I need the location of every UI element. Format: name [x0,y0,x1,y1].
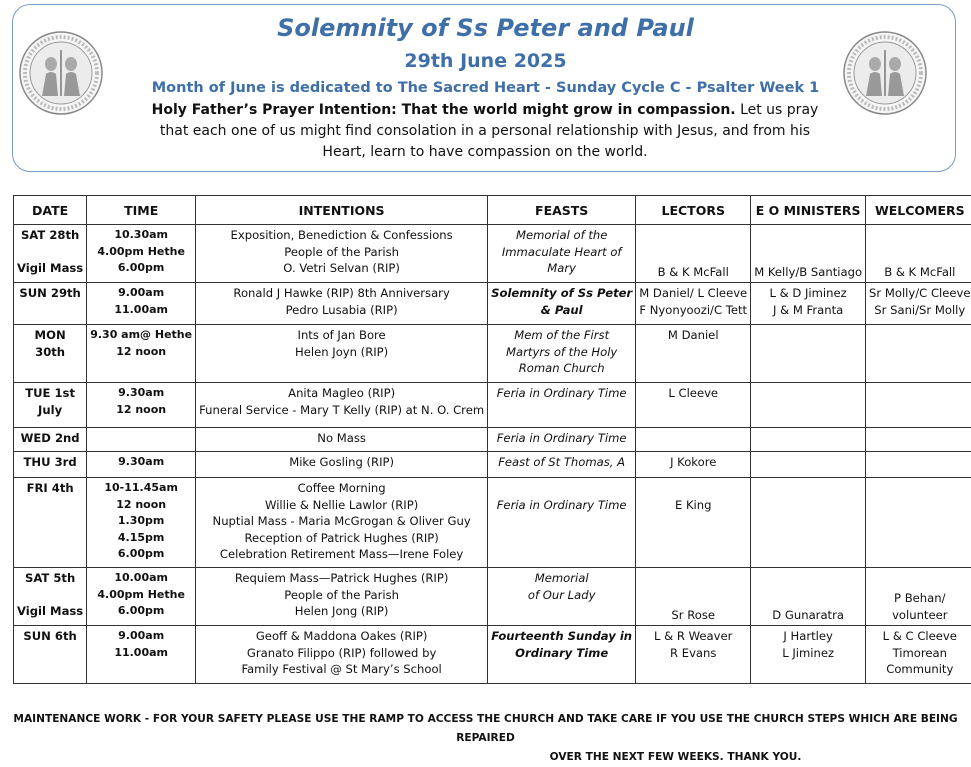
column-header: DATE [14,196,87,225]
date-cell: TUE 1st July [14,383,87,428]
feast-cell: Memorial of the Immaculate Heart of Mary [488,225,636,283]
date-cell: FRI 4th [14,478,87,568]
table-row [14,325,971,383]
column-header: TIME [87,196,196,225]
welcomers-cell: P Behan/ volunteer [866,568,971,626]
page-title: Solemnity of Ss Peter and Paul [0,14,971,42]
lectors-cell: E King [636,478,751,568]
welcomers-cell: L & C Cleeve Timorean Community [866,626,971,684]
table-row [14,428,971,452]
intentions-cell: Exposition, Benediction & Confessions People of the Parish O. Vetri Selvan (RIP) [196,225,488,283]
eo-ministers-cell: M Kelly/B Santiago [751,225,866,283]
lectors-cell: M Daniel [636,325,751,383]
date-cell: SAT 28th Vigil Mass [14,225,87,283]
welcomers-cell [866,428,971,452]
eo-ministers-cell: D Gunaratra [751,568,866,626]
table-row [14,626,971,684]
intentions-cell: Requiem Mass—Patrick Hughes (RIP) People of the Parish Helen Jong (RIP) [196,568,488,626]
prayer-intention-heading: Holy Father’s Prayer Intention: That the world might grow in compassion. [152,102,736,118]
eo-ministers-cell: J Hartley L Jiminez [751,626,866,684]
maintenance-notice-line: MAINTENANCE WORK - FOR YOUR SAFETY PLEASE USE THE RAMP TO ACCESS THE CHURCH AND TAKE CARE IF YOU USE THE CHURCH STEPS WHICH ARE BEING REPAIRED [0,710,971,748]
feast-cell: Feast of St Thomas, A [488,452,636,478]
feast-cell: Feria in Ordinary Time [488,383,636,428]
maintenance-notice [0,710,971,767]
month-dedication: Month of June is dedicated to The Sacred Heart - Sunday Cycle C - Psalter Week 1 [0,80,971,96]
table-row [14,225,971,283]
welcomers-cell [866,452,971,478]
intentions-cell: Mike Gosling (RIP) [196,452,488,478]
time-cell: 10-11.45am 12 noon 1.30pm 4.15pm 6.00pm [87,478,196,568]
time-cell: 10.30am 4.00pm Hethe 6.00pm [87,225,196,283]
welcomers-cell: Sr Molly/C Cleeve Sr Sani/Sr Molly [866,283,971,325]
eo-ministers-cell [751,325,866,383]
feast-cell: Memorial of Our Lady [488,568,636,626]
welcomers-cell [866,478,971,568]
column-header: INTENTIONS [196,196,488,225]
date-cell: SUN 6th [14,626,87,684]
table-row [14,478,971,568]
eo-ministers-cell [751,383,866,428]
feast-cell: Feria in Ordinary Time [488,428,636,452]
intentions-cell: No Mass [196,428,488,452]
time-cell: 10.00am 4.00pm Hethe 6.00pm [87,568,196,626]
page-date: 29th June 2025 [0,50,971,72]
date-cell: SAT 5th Vigil Mass [14,568,87,626]
eo-ministers-cell [751,478,866,568]
welcomers-cell [866,383,971,428]
column-header: E O MINISTERS [751,196,866,225]
intentions-cell: Anita Magleo (RIP) Funeral Service - Mary T Kelly (RIP) at N. O. Crem [196,383,488,428]
lectors-cell: M Daniel/ L Cleeve F Nyonyoozi/C Tett [636,283,751,325]
time-cell: 9.00am 11.00am [87,283,196,325]
time-cell: 9.30am [87,452,196,478]
eo-ministers-cell: L & D Jiminez J & M Franta [751,283,866,325]
lectors-cell: B & K McFall [636,225,751,283]
time-cell: 9.30am 12 noon [87,383,196,428]
lectors-cell: Sr Rose [636,568,751,626]
feast-cell: Fourteenth Sunday in Ordinary Time [488,626,636,684]
mass-schedule-table [13,195,971,684]
saints-seal-icon [842,30,928,116]
eo-ministers-cell [751,452,866,478]
feast-cell: Solemnity of Ss Peter & Paul [488,283,636,325]
intentions-cell: Coffee Morning Willie & Nellie Lawlor (RIP) Nuptial Mass - Maria McGrogan & Oliver Guy Reception of Patrick Hughes (RIP) Celebration Retirement Mass—Irene Foley [196,478,488,568]
table-header-row [14,196,971,225]
welcomers-cell [866,325,971,383]
eo-ministers-cell [751,428,866,452]
lectors-cell [636,428,751,452]
prayer-intention [140,100,830,163]
table-row [14,568,971,626]
column-header: LECTORS [636,196,751,225]
date-cell: MON 30th [14,325,87,383]
lectors-cell: L Cleeve [636,383,751,428]
intentions-cell: Ints of Jan Bore Helen Joyn (RIP) [196,325,488,383]
time-cell: 9.30 am@ Hethe 12 noon [87,325,196,383]
feast-cell: Mem of the First Martyrs of the Holy Roman Church [488,325,636,383]
table-row [14,452,971,478]
maintenance-notice-line: OVER THE NEXT FEW WEEKS. THANK YOU. [0,748,971,767]
saints-seal-icon [18,30,104,116]
intentions-cell: Ronald J Hawke (RIP) 8th Anniversary Pedro Lusabia (RIP) [196,283,488,325]
lectors-cell: L & R Weaver R Evans [636,626,751,684]
prayer-intention-text: Let us pray that each one of us might find consolation in a personal relationship with Jesus, and from his Heart, learn to have compassion on the world. [160,102,818,160]
column-header: WELCOMERS [866,196,971,225]
date-cell: WED 2nd [14,428,87,452]
feast-cell: Feria in Ordinary Time [488,478,636,568]
lectors-cell: J Kokore [636,452,751,478]
intentions-cell: Geoff & Maddona Oakes (RIP) Granato Filippo (RIP) followed by Family Festival @ St Mary’s School [196,626,488,684]
table-row [14,283,971,325]
date-cell: SUN 29th [14,283,87,325]
welcomers-cell: B & K McFall [866,225,971,283]
date-cell: THU 3rd [14,452,87,478]
table-row [14,383,971,428]
time-cell [87,428,196,452]
column-header: FEASTS [488,196,636,225]
time-cell: 9.00am 11.00am [87,626,196,684]
